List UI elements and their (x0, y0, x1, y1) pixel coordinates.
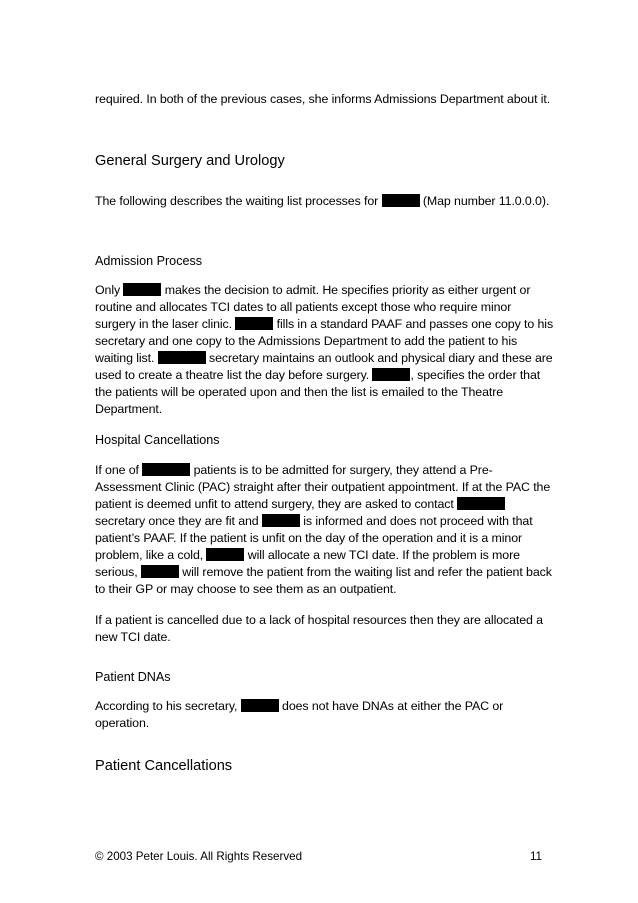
redaction-box (142, 463, 190, 476)
paragraph-text: The following describes the waiting list processes for (Map number 11.0.0.0). (95, 194, 550, 208)
footer-copyright: © 2003 Peter Louis. All Rights Reserved (95, 850, 303, 863)
redaction-box (241, 699, 279, 712)
redaction-box (206, 548, 244, 561)
subheading-hospital-cancellations (95, 433, 555, 447)
redaction-box (158, 351, 206, 364)
redaction-box (372, 368, 410, 381)
paragraph-continued (95, 91, 555, 108)
heading-text: General Surgery and Urology (95, 153, 285, 169)
paragraph-hospital-cancellations (95, 462, 555, 598)
redaction-box (141, 565, 179, 578)
subheading-admission-process (95, 254, 555, 268)
subheading-patient-dnas (95, 670, 555, 684)
paragraph-admission (95, 282, 555, 418)
redaction-box (235, 317, 273, 330)
redaction-box (382, 194, 420, 207)
redaction-box (262, 514, 300, 527)
paragraph-resource-cancellation (95, 612, 555, 646)
paragraph-text: If one of patients is to be admitted for surgery, they attend a Pre-Assessment Clinic (PAC) straight after their outpatient appointment. If at the PAC the patient is deemed unfit to attend surgery, they are asked to contact secretary once they are fit and is informed and does not proceed with that patient’s PAAF. If the patient is unfit on the day of the operation and it is a minor problem, like a cold, will allocate a new TCI date. If the problem is more serious, will remove the patient from the waiting list and refer the patient back to their GP or may choose to see them as an outpatient. (95, 463, 552, 596)
section-heading-general-surgery (95, 153, 555, 169)
paragraph-text: If a patient is cancelled due to a lack of hospital resources then they are allocated a new TCI date. (95, 613, 543, 644)
paragraph-dnas (95, 698, 555, 732)
heading-text: Patient DNAs (95, 670, 171, 684)
page-number: 11 (529, 850, 542, 863)
heading-text: Admission Process (95, 254, 203, 268)
redaction-box (457, 497, 505, 510)
heading-text: Hospital Cancellations (95, 433, 220, 447)
section-heading-patient-cancellations (95, 758, 555, 774)
paragraph-intro (95, 193, 555, 210)
redaction-box (123, 283, 161, 296)
paragraph-text: Only makes the decision to admit. He specifies priority as either urgent or routine and allocates TCI dates to all patients except those who require minor surgery in the laser clinic. fills in a standard PAAF and passes one copy to his secretary and one copy to the Admissions Department to add the patient to his waiting list. secretary maintains an outlook and physical diary and these are used to create a theatre list the day before surgery. , specifies the order that the patients will be operated upon and then the list is emailed to the Theatre Department. (95, 283, 554, 416)
paragraph-text: According to his secretary, does not have DNAs at either the PAC or operation. (95, 699, 504, 730)
paragraph-text: required. In both of the previous cases, she informs Admissions Department about it. (95, 92, 551, 106)
page-footer (95, 850, 542, 863)
heading-text: Patient Cancellations (95, 758, 233, 774)
